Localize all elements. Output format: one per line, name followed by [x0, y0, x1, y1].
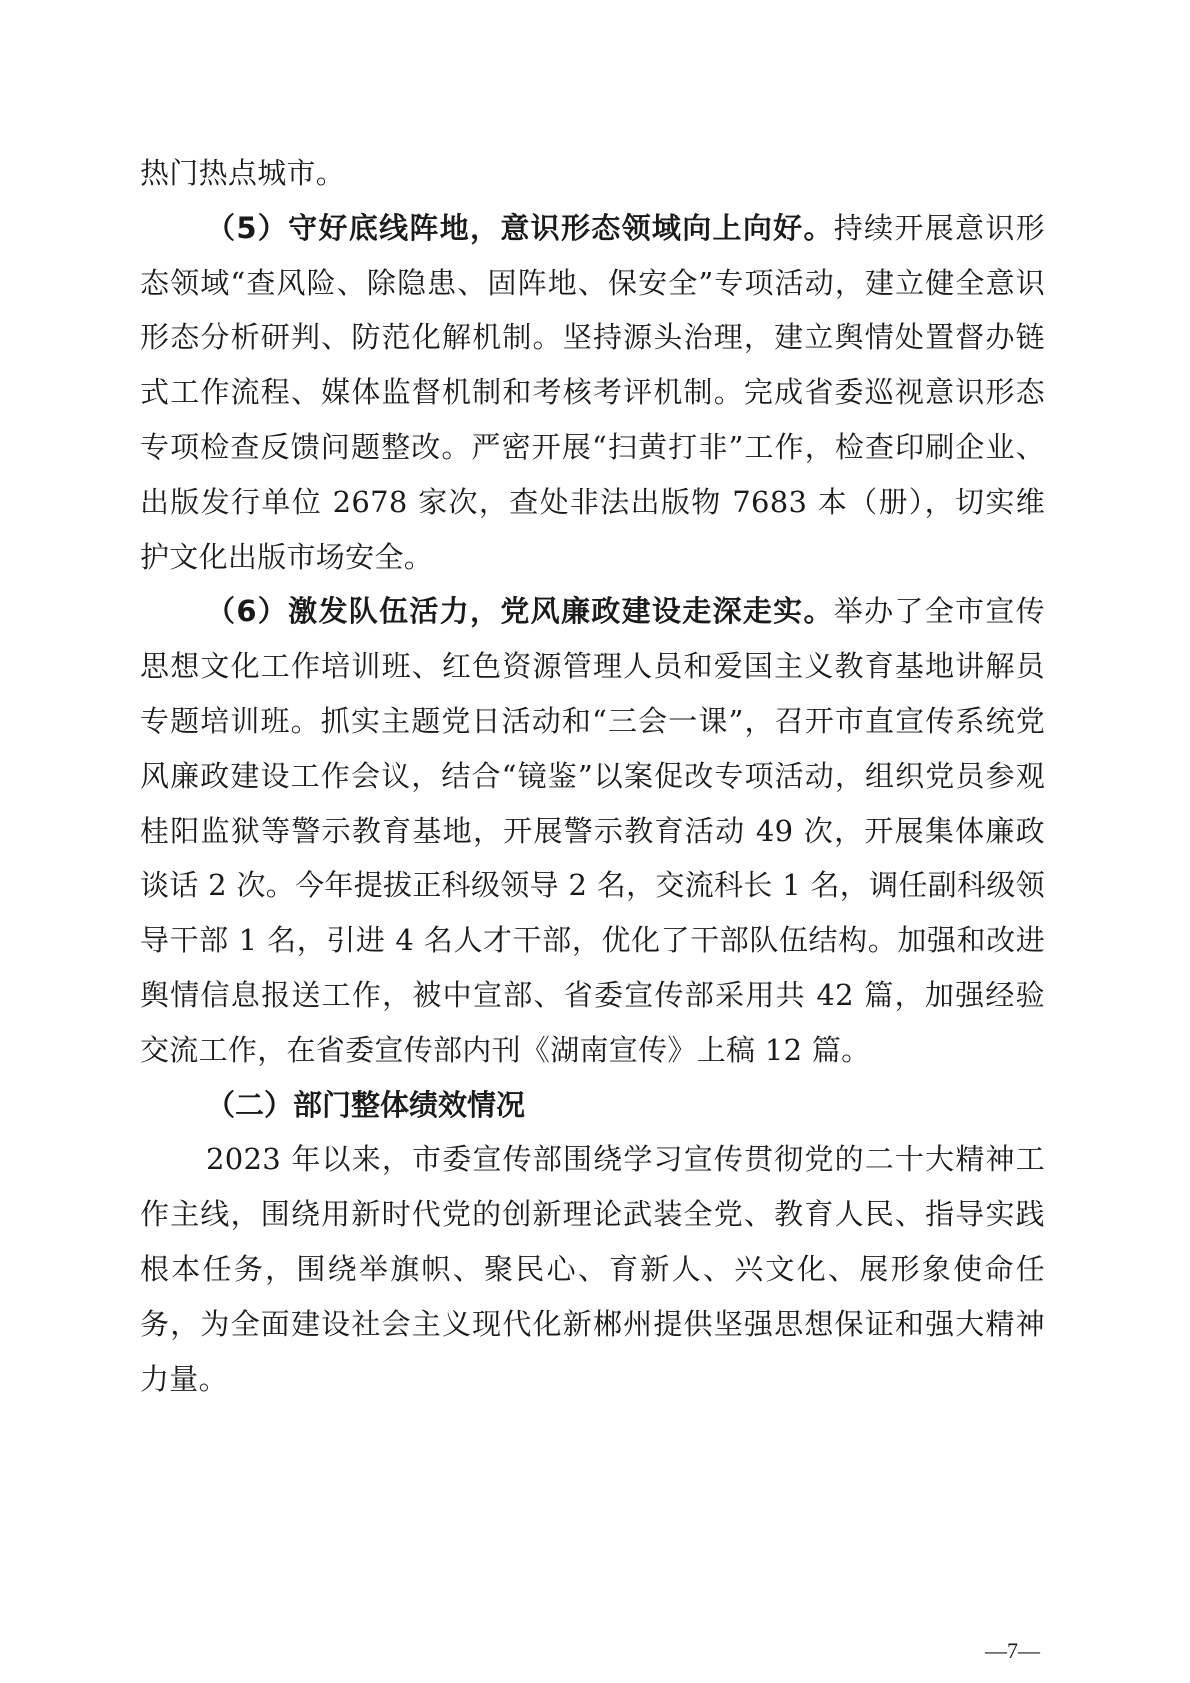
- document-body: [140, 146, 1045, 1406]
- paragraph-continuation: [140, 146, 1045, 201]
- paragraph-performance: [140, 1132, 1045, 1406]
- paragraph-text: 2023 年以来，市委宣传部围绕学习宣传贯彻党的二十大精神工作主线，围绕用新时代党的创新理论武装全党、教育人民、指导实践根本任务，围绕举旗帜、聚民心、育新人、兴文化、展形象使命任务，为全面建设社会主义现代化新郴州提供坚强思想保证和强大精神力量。: [140, 1142, 1045, 1396]
- paragraph-text: 持续开展意识形态领域“查风险、除隐患、固阵地、保安全”专项活动，建立健全意识形态分析研判、防范化解机制。坚持源头治理，建立舆情处置督办链式工作流程、媒体监督机制和考核考评机制。完成省委巡视意识形态专项检查反馈问题整改。严密开展“扫黄打非”工作，检查印刷企业、出版发行单位 2678 家次，查处非法出版物 7683 本（册），切实维护文化出版市场安全。: [140, 210, 1045, 574]
- paragraph-lead: （5）守好底线阵地，意识形态领域向上向好。: [206, 210, 834, 245]
- paragraph-lead: （6）激发队伍活力，党风廉政建设走深走实。: [206, 594, 834, 629]
- paragraph-text: 热门热点城市。: [140, 156, 346, 190]
- paragraph-text: 举办了全市宣传思想文化工作培训班、红色资源管理人员和爱国主义教育基地讲解员专题培训班。抓实主题党日活动和“三会一课”，召开市直宣传系统党风廉政建设工作会议，结合“镜鉴”以案促改专项活动，组织党员参观桂阳监狱等警示教育基地，开展警示教育活动 49 次，开展集体廉政谈话 2 次。今年提拔正科级领导 2 名，交流科长 1 名，调任副科级领导干部 1 名，引进 4 名人才干部，优化了干部队伍结构。加强和改进舆情信息报送工作，被中宣部、省委宣传部采用共 42 篇，加强经验交流工作，在省委宣传部内刊《湖南宣传》上稿 12 篇。: [140, 594, 1045, 1067]
- paragraph-ideology: [140, 201, 1045, 585]
- section-heading: （二）部门整体绩效情况: [206, 1087, 526, 1122]
- paragraph-team: [140, 584, 1045, 1077]
- page-number: —7—: [985, 1638, 1040, 1663]
